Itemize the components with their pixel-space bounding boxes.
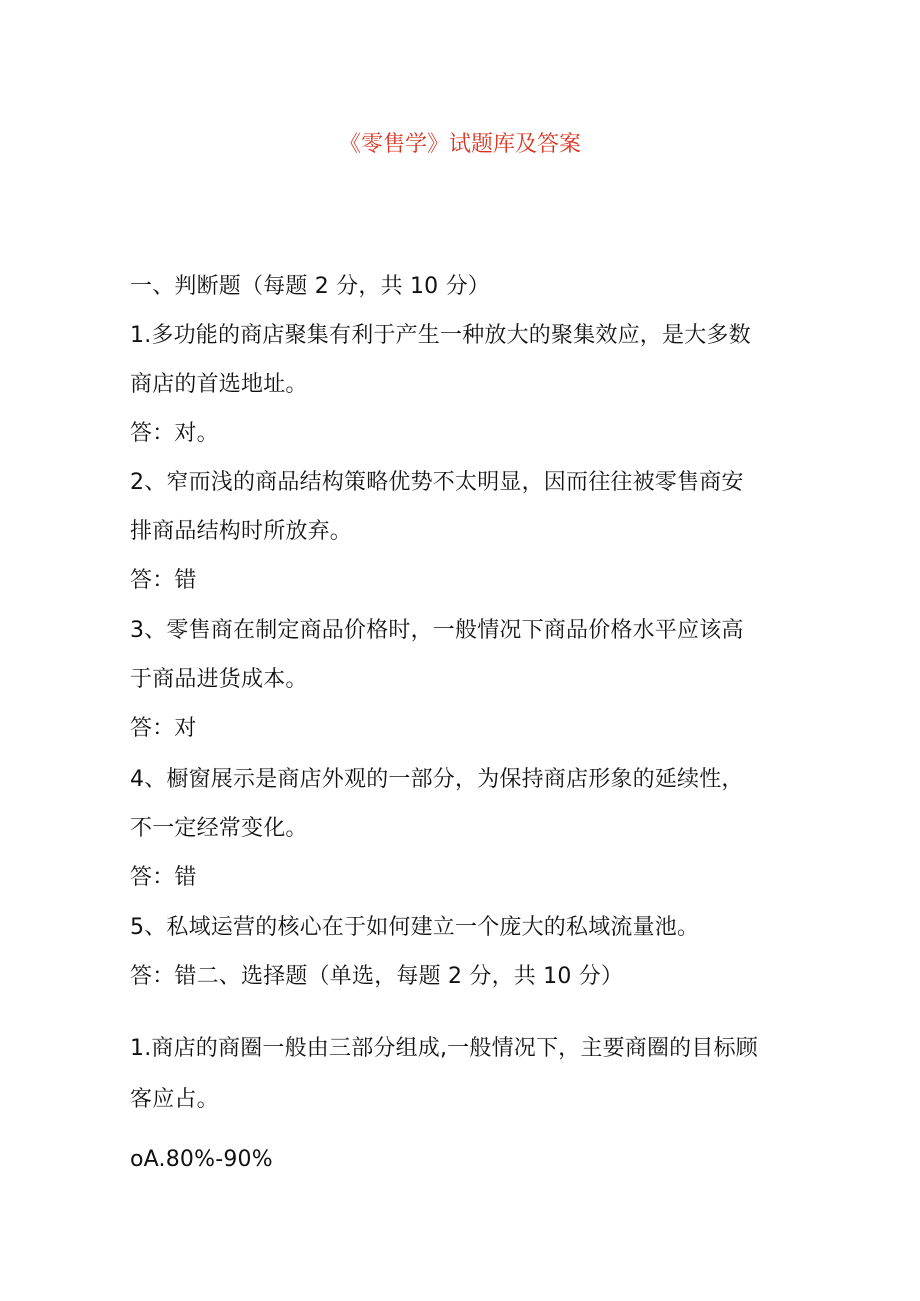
choice-question-1-line-1: 1.商店的商圈一般由三部分组成,一般情况下，主要商圈的目标顾 [130,1036,758,1061]
answer-4: 答：错 [130,865,197,890]
answer-2: 答：错 [130,568,197,593]
question-1-line-2: 商店的首选地址。 [130,372,308,397]
answer-3: 答：对 [130,716,197,741]
question-4-line-2: 不一定经常变化。 [130,816,308,841]
question-4-line-1: 4、橱窗展示是商店外观的一部分，为保持商店形象的延续性， [130,767,744,792]
choice-option-a: oA.80%-90% [130,1147,273,1172]
answer-5-and-section-heading-choice: 答：错二、选择题（单选，每题 2 分，共 10 分） [130,964,624,989]
question-3-line-2: 于商品进货成本。 [130,667,308,692]
answer-1: 答：对。 [130,421,219,446]
question-3-line-1: 3、零售商在制定商品价格时，一般情况下商品价格水平应该高 [130,618,744,643]
question-1-line-1: 1.多功能的商店聚集有利于产生一种放大的聚集效应，是大多数 [130,323,751,348]
question-2-line-1: 2、窄而浅的商品结构策略优势不太明显，因而往往被零售商安 [130,470,744,495]
choice-question-1-line-2: 客应占。 [130,1087,219,1112]
document-title: 《零售学》试题库及答案 [338,132,581,157]
question-5-line-1: 5、私域运营的核心在于如何建立一个庞大的私域流量池。 [130,915,700,940]
question-2-line-2: 排商品结构时所放弃。 [130,519,353,544]
section-heading-true-false: 一、判断题（每题 2 分，共 10 分） [130,274,490,299]
